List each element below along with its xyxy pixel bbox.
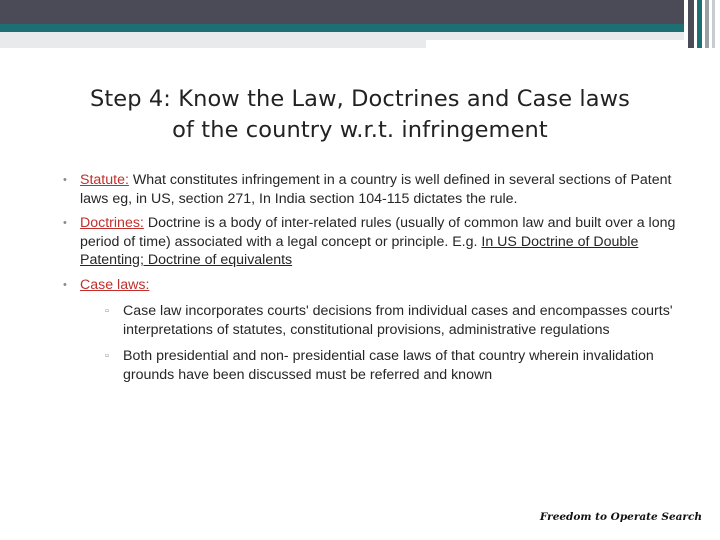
- doctrines-label: Doctrines:: [80, 215, 144, 231]
- bullet-dot: •: [63, 174, 67, 186]
- header-band-light-right: [426, 32, 684, 40]
- bullet-doctrines: [63, 214, 680, 270]
- case-laws-label: Case laws:: [80, 276, 150, 293]
- header-stripes: [688, 0, 720, 48]
- title-line-1: Step 4: Know the Law, Doctrines and Case laws: [90, 86, 630, 112]
- sub-bullet-case-law-definition: [105, 302, 680, 339]
- header-band-accent: [0, 24, 684, 32]
- slide-title: [30, 84, 690, 146]
- header-band-light: [0, 32, 426, 48]
- doctrines-examples: In US Doctrine of Double Patenting; Doctrine of equivalents: [80, 233, 639, 268]
- sub-bullet-marker: ▫: [105, 305, 109, 317]
- slide-content: [63, 171, 680, 388]
- statute-text: What constitutes infringement in a country is well defined in several sections of Patent laws eg, in US, section 271, In India section 104-115 dictates the rule.: [80, 172, 672, 207]
- footer-text: Freedom to Operate Search: [539, 511, 702, 523]
- title-line-2: of the country w.r.t. infringement: [172, 117, 548, 143]
- sub-bullet-text: Case law incorporates courts' decisions from individual cases and encompasses courts' interpretations of statutes, constitutional provisions, administrative regulations: [123, 303, 673, 338]
- sub-bullet-case-law-precedents: [105, 347, 680, 384]
- bullet-dot: •: [63, 217, 67, 229]
- bullet-case-laws: [63, 276, 680, 295]
- bullet-statute: [63, 171, 680, 208]
- sub-bullet-marker: ▫: [105, 350, 109, 362]
- sub-bullet-text: Both presidential and non- presidential case laws of that country wherein invalidation grounds have been discussed must be referred and known: [123, 348, 654, 383]
- doctrines-text: Doctrine is a body of inter-related rules (usually of common law and built over a long period of time) associated with a legal concept or principle. E.g.: [80, 215, 676, 250]
- bullet-dot: •: [63, 278, 67, 291]
- header-band-dark: [0, 0, 684, 24]
- statute-label: Statute:: [80, 172, 129, 188]
